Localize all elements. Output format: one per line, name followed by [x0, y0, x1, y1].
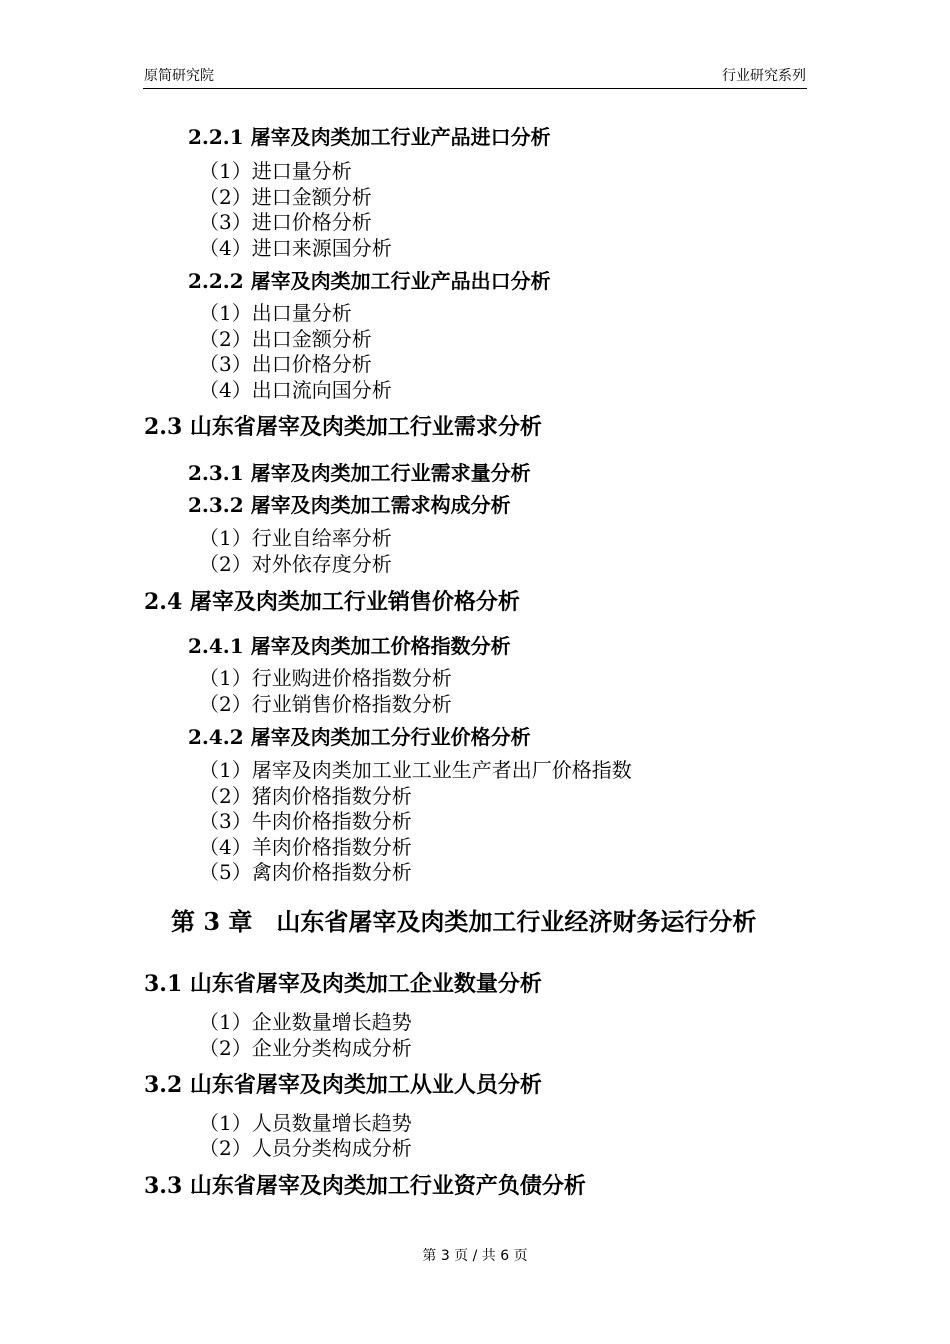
- toc-section: 2.3 山东省屠宰及肉类加工行业需求分析: [144, 414, 542, 440]
- toc-subsection: 2.3.1 屠宰及肉类加工行业需求量分析: [188, 461, 531, 485]
- toc-item: （1）屠宰及肉类加工业工业生产者出厂价格指数: [199, 758, 632, 782]
- toc-section: 3.3 山东省屠宰及肉类加工行业资产负债分析: [144, 1173, 586, 1199]
- toc-subsection: 2.2.1 屠宰及肉类加工行业产品进口分析: [188, 125, 551, 149]
- toc-item: （1）人员数量增长趋势: [199, 1111, 412, 1135]
- toc-chapter: 第 3 章 山东省屠宰及肉类加工行业经济财务运行分析: [171, 907, 757, 936]
- toc-item: （2）猪肉价格指数分析: [199, 784, 412, 808]
- toc-item: （1）行业购进价格指数分析: [199, 666, 452, 690]
- page-header-right: 行业研究系列: [722, 68, 806, 84]
- toc-subsection: 2.4.1 屠宰及肉类加工价格指数分析: [188, 634, 511, 658]
- toc-item: （4）进口来源国分析: [199, 236, 392, 260]
- toc-item: （1）行业自给率分析: [199, 526, 392, 550]
- toc-item: （3）出口价格分析: [199, 352, 372, 376]
- toc-item: （1）进口量分析: [199, 159, 352, 183]
- toc-item: （2）人员分类构成分析: [199, 1136, 412, 1160]
- toc-item: （2）进口金额分析: [199, 185, 372, 209]
- toc-item: （4）出口流向国分析: [199, 378, 392, 402]
- toc-section: 3.2 山东省屠宰及肉类加工从业人员分析: [144, 1072, 542, 1098]
- toc-item: （2）对外依存度分析: [199, 552, 392, 576]
- page-footer: 第 3 页 / 共 6 页: [422, 1248, 528, 1264]
- toc-item: （4）羊肉价格指数分析: [199, 835, 412, 859]
- header-rule: [143, 88, 807, 89]
- toc-section: 3.1 山东省屠宰及肉类加工企业数量分析: [144, 971, 542, 997]
- toc-item: （1）出口量分析: [199, 301, 352, 325]
- toc-item: （2）出口金额分析: [199, 327, 372, 351]
- toc-item: （3）牛肉价格指数分析: [199, 809, 412, 833]
- toc-item: （2）行业销售价格指数分析: [199, 692, 452, 716]
- toc-section: 2.4 屠宰及肉类加工行业销售价格分析: [144, 589, 520, 615]
- toc-item: （2）企业分类构成分析: [199, 1036, 412, 1060]
- toc-subsection: 2.3.2 屠宰及肉类加工需求构成分析: [188, 493, 511, 517]
- toc-item: （3）进口价格分析: [199, 210, 372, 234]
- toc-item: （5）禽肉价格指数分析: [199, 860, 412, 884]
- toc-item: （1）企业数量增长趋势: [199, 1010, 412, 1034]
- toc-subsection: 2.2.2 屠宰及肉类加工行业产品出口分析: [188, 269, 551, 293]
- page-header-left: 原简研究院: [144, 68, 214, 84]
- toc-subsection: 2.4.2 屠宰及肉类加工分行业价格分析: [188, 725, 531, 749]
